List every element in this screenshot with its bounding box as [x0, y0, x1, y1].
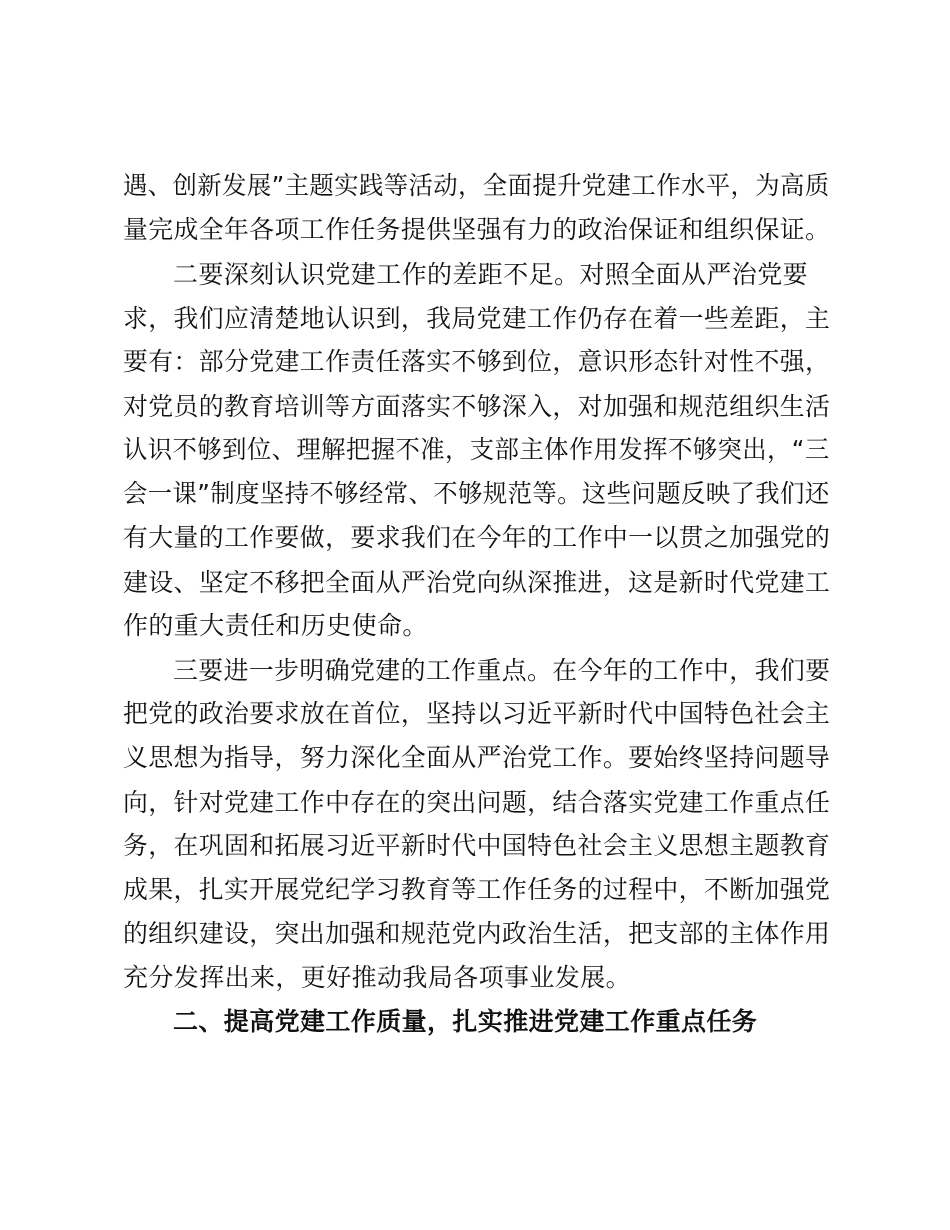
text-line: 要有：部分党建工作责任落实不够到位，意识形态针对性不强，	[123, 347, 831, 376]
text-line: 认识不够到位、理解把握不准，支部主体作用发挥不够突出，“三	[123, 435, 830, 464]
text-line: 义思想为指导，努力深化全面从严治党工作。要始终坚持问题导	[123, 743, 831, 772]
text-line: 务，在巩固和拓展习近平新时代中国特色社会主义思想主题教育	[123, 831, 831, 860]
text-line: 有大量的工作要做，要求我们在今年的工作中一以贯之加强党的	[123, 523, 831, 552]
text-line: 量完成全年各项工作任务提供坚强有力的政治保证和组织保证。	[123, 215, 831, 244]
text-line: 成果，扎实开展党纪学习教育等工作任务的过程中，不断加强党	[123, 875, 831, 904]
text-line: 建设、坚定不移把全面从严治党向纵深推进，这是新时代党建工	[123, 568, 831, 597]
text-line: 遇、创新发展”主题实践等活动，全面提升党建工作水平，为高质	[123, 171, 830, 200]
paragraph-start-line: 二要深刻认识党建工作的差距不足。对照全面从严治党要	[173, 260, 809, 289]
section-heading: 二、提高党建工作质量，扎实推进党建工作重点任务	[173, 1007, 758, 1036]
text-line: 会一课”制度坚持不够经常、不够规范等。这些问题反映了我们还	[123, 479, 830, 508]
text-line: 充分发挥出来，更好推动我局各项事业发展。	[123, 963, 632, 992]
paragraph-start-line: 三要进一步明确党建的工作重点。在今年的工作中，我们要	[173, 656, 831, 685]
text-line: 求，我们应清楚地认识到，我局党建工作仍存在着一些差距，主	[123, 304, 831, 333]
text-line: 对党员的教育培训等方面落实不够深入，对加强和规范组织生活	[123, 392, 831, 421]
text-line: 把党的政治要求放在首位，坚持以习近平新时代中国特色社会主	[123, 699, 831, 728]
text-line: 的组织建设，突出加强和规范党内政治生活，把支部的主体作用	[123, 919, 831, 948]
text-line: 作的重大责任和历史使命。	[123, 611, 428, 640]
text-line: 向，针对党建工作中存在的突出问题，结合落实党建工作重点任	[123, 788, 831, 817]
